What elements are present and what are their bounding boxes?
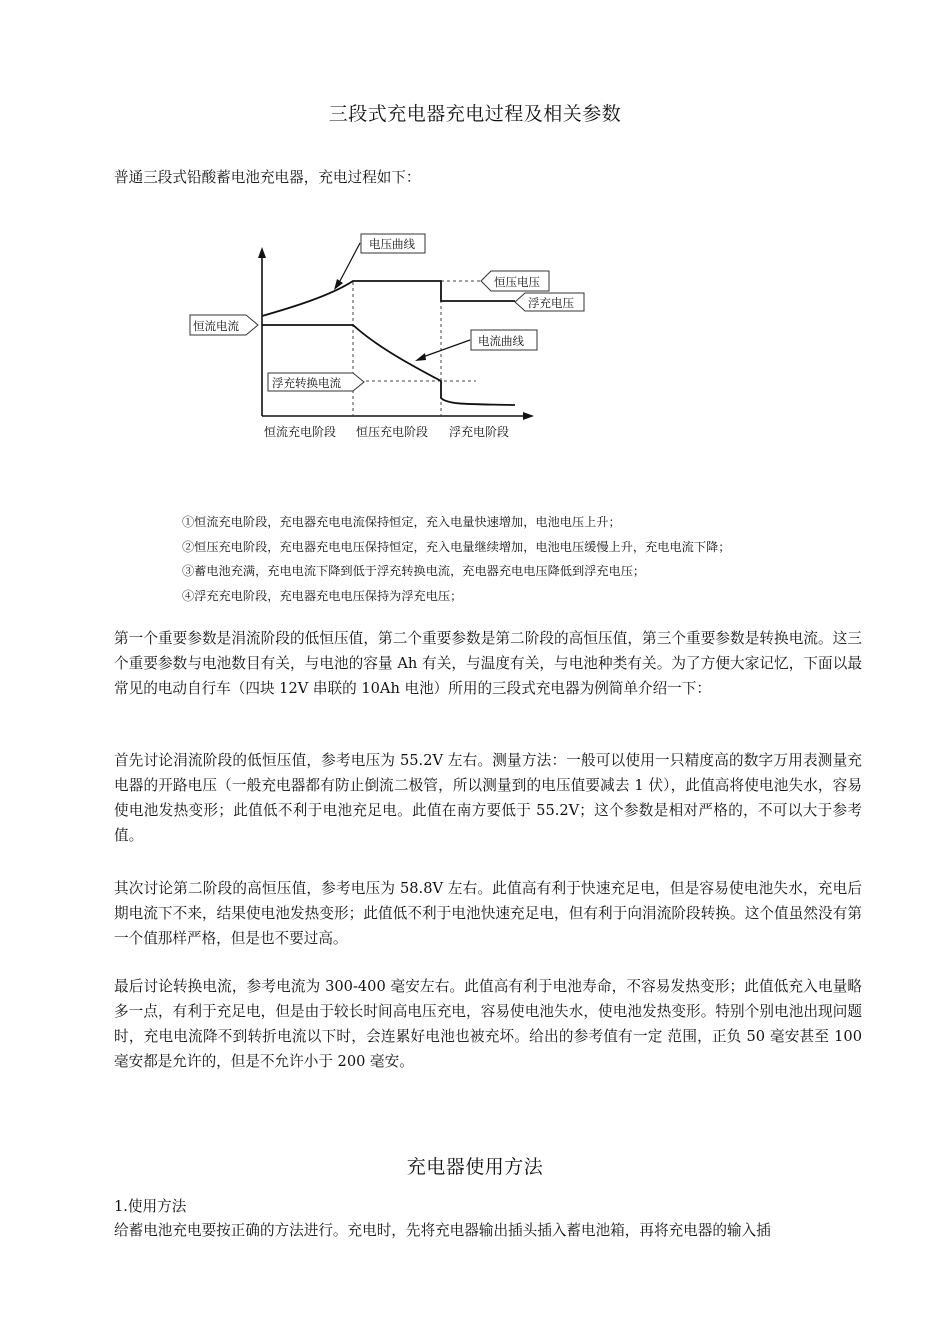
section-title: 充电器使用方法 [406, 1156, 544, 1178]
note-4: ④浮充充电阶段，充电器充电电压保持为浮充电压； [182, 589, 463, 603]
stage-label-cv: 恒压充电阶段 [356, 425, 429, 439]
label-cv-voltage: 恒压电压 [494, 275, 540, 289]
label-float-switch-current: 浮充转换电流 [272, 376, 341, 390]
paragraph-1: 第一个重要参数是涓流阶段的低恒压值，第二个重要参数是第二阶段的高恒压值，第三个重要参数是转换电流。这三个重要参数与电池数目有关，与电池的容量 Ah 有关，与温度有关，与电池种类有关。为了方便大家记忆，下面以最常见的电动自行车（四块 12V 串联的 10Ah 电池）所用的三段式充电器为例简单介绍一下： [114, 630, 862, 697]
paragraph-4: 最后讨论转换电流，参考电流为 300-400 毫安左右。此值高有利于电池寿命，不容易发热变形；此值低充入电量略多一点，有利于充足电，但是由于较长时间高电压充电，容易使电池失水，使电池发热变形。特别个别电池出现问题时，充电电流降不到转折电流以下时，会连累好电池也被充坏。给出的参考值有一定 范围，正负 50 毫安甚至 100 毫安都是允许的，但是不允许小于 200 毫安。 [114, 978, 862, 1070]
label-float-voltage: 浮充电压 [528, 296, 574, 310]
note-3: ③蓄电池充满，充电电流下降到低于浮充转换电流，充电器充电电压降低到浮充电压； [182, 564, 646, 578]
label-current-curve: 电流曲线 [478, 334, 524, 348]
paragraph-3: 其次讨论第二阶段的高恒压值，参考电压为 58.8V 左右。此值高有利于快速充足电，但是容易使电池失水，充电后期电流下不来，结果使电池发热变形；此值低不利于电池快速充足电，但有利于向涓流阶段转换。这个值虽然没有第一个值那样严格，但是也不要过高。 [114, 880, 862, 947]
label-cc-current: 恒流电流 [193, 319, 239, 333]
x-axis-arrow [523, 412, 534, 420]
charging-curve-figure [185, 228, 605, 458]
y-axis-arrow [258, 247, 266, 258]
document-title: 三段式充电器充电过程及相关参数 [328, 103, 622, 125]
stage-label-cc: 恒流充电阶段 [264, 425, 337, 439]
note-1: ①恒流充电阶段，充电器充电电流保持恒定，充入电量快速增加，电池电压上升； [182, 515, 621, 529]
section-subtitle: 1.使用方法 [114, 1198, 187, 1215]
label-voltage-curve: 电压曲线 [369, 237, 415, 251]
note-2: ②恒压充电阶段，充电器充电电压保持恒定，充入电量继续增加，电池电压缓慢上升，充电电流下降； [182, 540, 731, 554]
stage-label-float: 浮充电阶段 [449, 425, 510, 439]
voltage-curve [262, 281, 515, 316]
paragraph-2: 首先讨论涓流阶段的低恒压值，参考电压为 55.2V 左右。测量方法：一般可以使用一只精度高的数字万用表测量充电器的开路电压（一般充电器都有防止倒流二极管，所以测量到的电压值要减去 1 伏），此值高将使电池失水，容易使电池发热变形；此值低不利于电池充足电。此值在南方要低于 55.2V；这个参数是相对严格的，不可以大于参考值。 [114, 752, 862, 844]
intro-text: 普通三段式铅酸蓄电池充电器，充电过程如下： [114, 169, 421, 186]
section-text: 给蓄电池充电要按正确的方法进行。充电时，先将充电器输出插头插入蓄电池箱，再将充电器的输入插 [114, 1222, 771, 1239]
